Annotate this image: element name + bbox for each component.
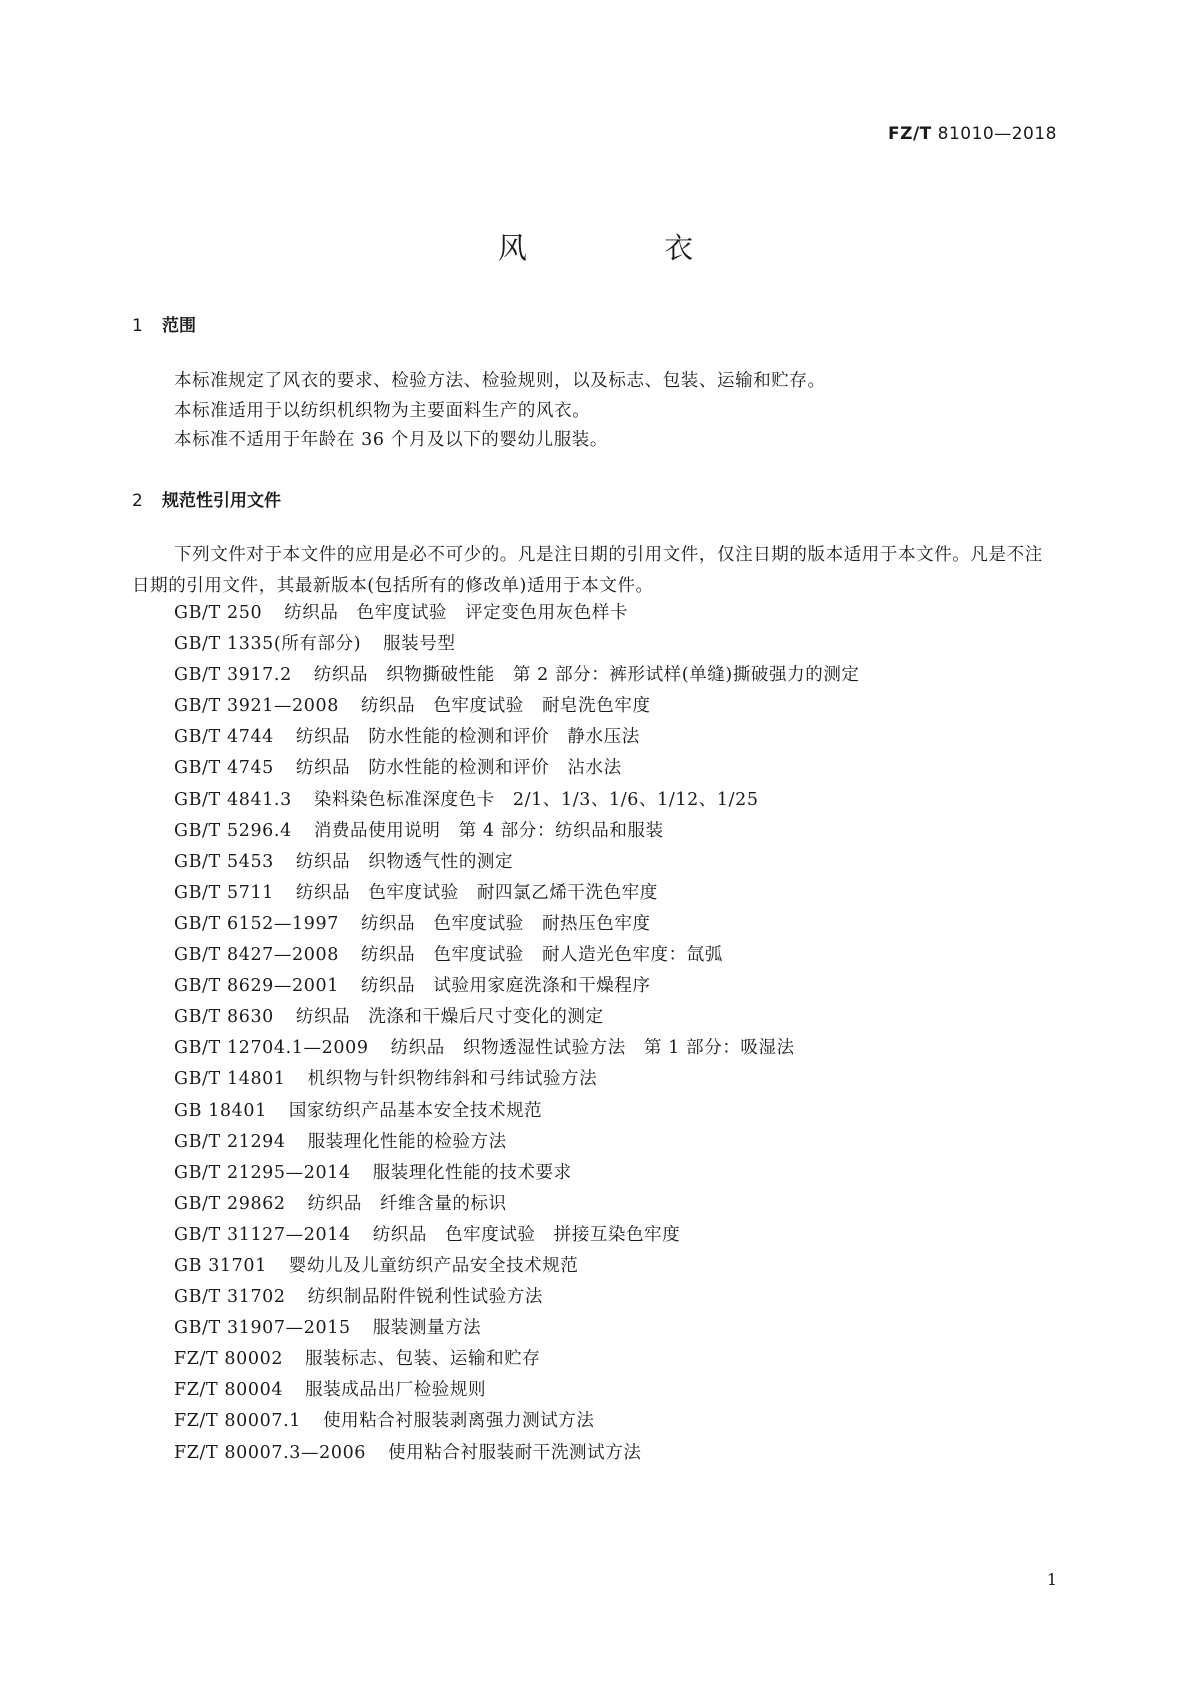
reference-code: GB/T 1335(所有部分) [174,634,362,655]
reference-item [174,785,860,816]
reference-item [174,816,860,847]
reference-item [174,909,860,940]
reference-item [174,629,860,660]
reference-item [174,847,860,878]
reference-title: 纺织品 色牢度试验 拼接互染色牢度 [372,1224,681,1245]
reference-code: GB/T 8629—2001 [174,976,339,997]
reference-code: GB/T 3917.2 [174,665,292,686]
reference-code: GB/T 4744 [174,727,274,748]
reference-title: 染料染色标准深度色卡 2/1、1/3、1/6、1/12、1/25 [313,789,759,810]
reference-code: GB/T 29862 [174,1193,286,1214]
reference-title: 纺织品 色牢度试验 耐热压色牢度 [360,913,651,934]
reference-title: 服装理化性能的技术要求 [372,1162,572,1183]
reference-title: 纺织品 洗涤和干燥后尺寸变化的测定 [295,1007,604,1028]
document-title: 风 衣 [497,231,758,265]
reference-item [174,1375,860,1406]
reference-title: 纺织品 色牢度试验 耐皂洗色牢度 [360,696,651,717]
reference-item [174,598,860,629]
reference-item [174,753,860,784]
reference-title: 纺织品 防水性能的检测和评价 沾水法 [295,758,622,779]
reference-title: 服装理化性能的检验方法 [307,1131,507,1152]
reference-title: 使用粘合衬服装耐干洗测试方法 [388,1442,642,1463]
standard-code [888,124,1057,144]
reference-code: GB/T 3921—2008 [174,696,339,717]
reference-title: 纺织制品附件锐利性试验方法 [307,1287,543,1308]
reference-code: GB 31701 [174,1255,267,1276]
reference-code: GB/T 5711 [174,882,274,903]
reference-item [174,1438,860,1469]
reference-code: FZ/T 80002 [174,1349,284,1370]
section-number: 1 [132,316,143,336]
page-number: 1 [1046,1570,1057,1589]
reference-item [174,1406,860,1437]
reference-item [174,1064,860,1095]
reference-title: 纺织品 防水性能的检测和评价 静水压法 [295,727,640,748]
section-heading-normative-references [132,486,281,511]
reference-code: GB/T 6152—1997 [174,913,339,934]
reference-title: 纺织品 色牢度试验 耐人造光色牢度：氙弧 [360,945,723,966]
reference-code: GB/T 5453 [174,851,274,872]
reference-code: GB/T 5296.4 [174,820,292,841]
reference-code: GB/T 4841.3 [174,789,292,810]
reference-code: GB/T 250 [174,603,263,623]
reference-title: 国家纺织产品基本安全技术规范 [288,1100,543,1121]
reference-item [174,940,860,971]
section-number: 2 [132,491,143,511]
reference-title: 使用粘合衬服装剥离强力测试方法 [323,1411,595,1432]
reference-title: 消费品使用说明 第 4 部分：纺织品和服装 [313,820,664,841]
section-title: 规范性引用文件 [162,491,281,511]
reference-code: GB/T 12704.1—2009 [174,1038,369,1059]
reference-code: GB/T 14801 [174,1069,286,1090]
reference-item [174,1033,860,1064]
reference-item [174,660,860,691]
scope-paragraph: 本标准适用于以纺织机织物为主要面料生产的风衣。 [174,401,591,421]
reference-item [174,1313,860,1344]
reference-item [174,1251,860,1282]
reference-title: 机织物与针织物纬斜和弓纬试验方法 [307,1069,598,1090]
reference-code: GB/T 4745 [174,758,274,779]
section-heading-scope [132,311,196,336]
reference-item [174,1158,860,1189]
reference-item [174,1344,860,1375]
reference-code: FZ/T 80007.3—2006 [174,1442,367,1463]
scope-paragraph: 本标准规定了风衣的要求、检验方法、检验规则，以及标志、包装、运输和贮存。 [174,371,826,391]
reference-item [174,1127,860,1158]
reference-title: 服装号型 [383,634,456,655]
reference-title: 纺织品 纤维含量的标识 [307,1193,507,1214]
reference-code: GB/T 21295—2014 [174,1162,351,1183]
reference-item [174,878,860,909]
reference-title: 纺织品 织物透湿性试验方法 第 1 部分：吸湿法 [390,1038,795,1059]
reference-title: 服装标志、包装、运输和贮存 [305,1349,541,1370]
reference-title: 纺织品 织物撕破性能 第 2 部分：裤形试样(单缝)撕破强力的测定 [313,665,860,686]
reference-item [174,1096,860,1127]
reference-title: 纺织品 色牢度试验 耐四氯乙烯干洗色牢度 [295,882,658,903]
section-title: 范围 [162,316,196,336]
reference-item [174,722,860,753]
reference-title: 婴幼儿及儿童纺织产品安全技术规范 [288,1255,579,1276]
reference-title: 纺织品 试验用家庭洗涤和干燥程序 [360,976,651,997]
reference-item [174,971,860,1002]
reference-code: FZ/T 80004 [174,1380,284,1401]
reference-title: 服装测量方法 [372,1318,482,1339]
reference-item [174,691,860,722]
reference-list [174,598,860,1469]
reference-code: GB 18401 [174,1100,267,1121]
reference-code: GB/T 31702 [174,1287,286,1308]
standard-code-number: 81010—2018 [937,124,1057,144]
reference-item [174,1002,860,1033]
reference-code: GB/T 8427—2008 [174,945,339,966]
reference-title: 服装成品出厂检验规则 [305,1380,487,1401]
reference-title: 纺织品 织物透气性的测定 [295,851,514,872]
normative-intro-paragraph: 下列文件对于本文件的应用是必不可少的。凡是注日期的引用文件，仅注日期的版本适用于本文件。凡是不注日期的引用文件，其最新版本(包括所有的修改单)适用于本文件。 [132,545,1043,596]
reference-code: GB/T 8630 [174,1007,274,1028]
reference-title: 纺织品 色牢度试验 评定变色用灰色样卡 [284,603,629,623]
reference-item [174,1189,860,1220]
reference-code: FZ/T 80007.1 [174,1411,301,1432]
standard-code-prefix: FZ/T [888,124,932,144]
reference-item [174,1220,860,1251]
reference-code: GB/T 21294 [174,1131,286,1152]
reference-code: GB/T 31907—2015 [174,1318,351,1339]
scope-paragraph: 本标准不适用于年龄在 36 个月及以下的婴幼儿服装。 [174,430,608,450]
reference-code: GB/T 31127—2014 [174,1224,351,1245]
reference-item [174,1282,860,1313]
